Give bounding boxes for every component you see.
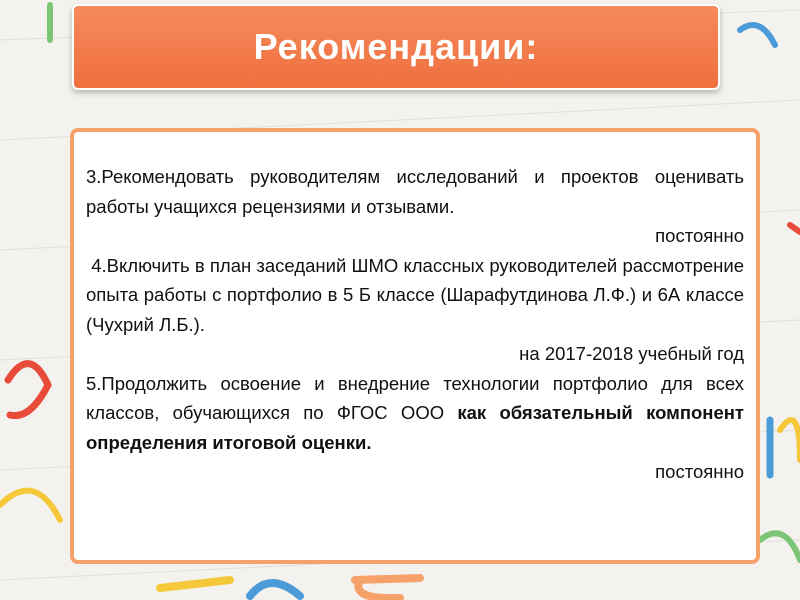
- recommendation-3-text: 3.Рекомендовать руководителям исследований и проектов оценивать работы учащихся рецензиями и отзывами.: [86, 166, 744, 217]
- recommendation-5-text: [86, 369, 744, 458]
- recommendation-5-term: постоянно: [655, 461, 744, 482]
- recommendation-3-term: постоянно: [655, 225, 744, 246]
- recommendation-5-text-regular: 5.Продолжить освоение и внедрение технологии портфолио для всех классов, обучающихся по ФГОС ООО: [86, 372, 744, 423]
- recommendation-4-text: 4.Включить в план заседаний ШМО классных руководителей рассмотрение опыта работы с портфолио в 5 Б классе (Шарафутдинова Л.Ф.) и 6А классе (Чухрий Л.Б.).: [86, 254, 750, 335]
- slide-title: Рекомендации:: [253, 26, 539, 67]
- title-banner: [72, 4, 720, 90]
- recommendation-5-text-bold: как обязательный компонент определения итоговой оценки.: [86, 402, 744, 453]
- recommendations-panel: [70, 128, 760, 564]
- recommendation-4-term: на 2017-2018 учебный год: [519, 343, 744, 364]
